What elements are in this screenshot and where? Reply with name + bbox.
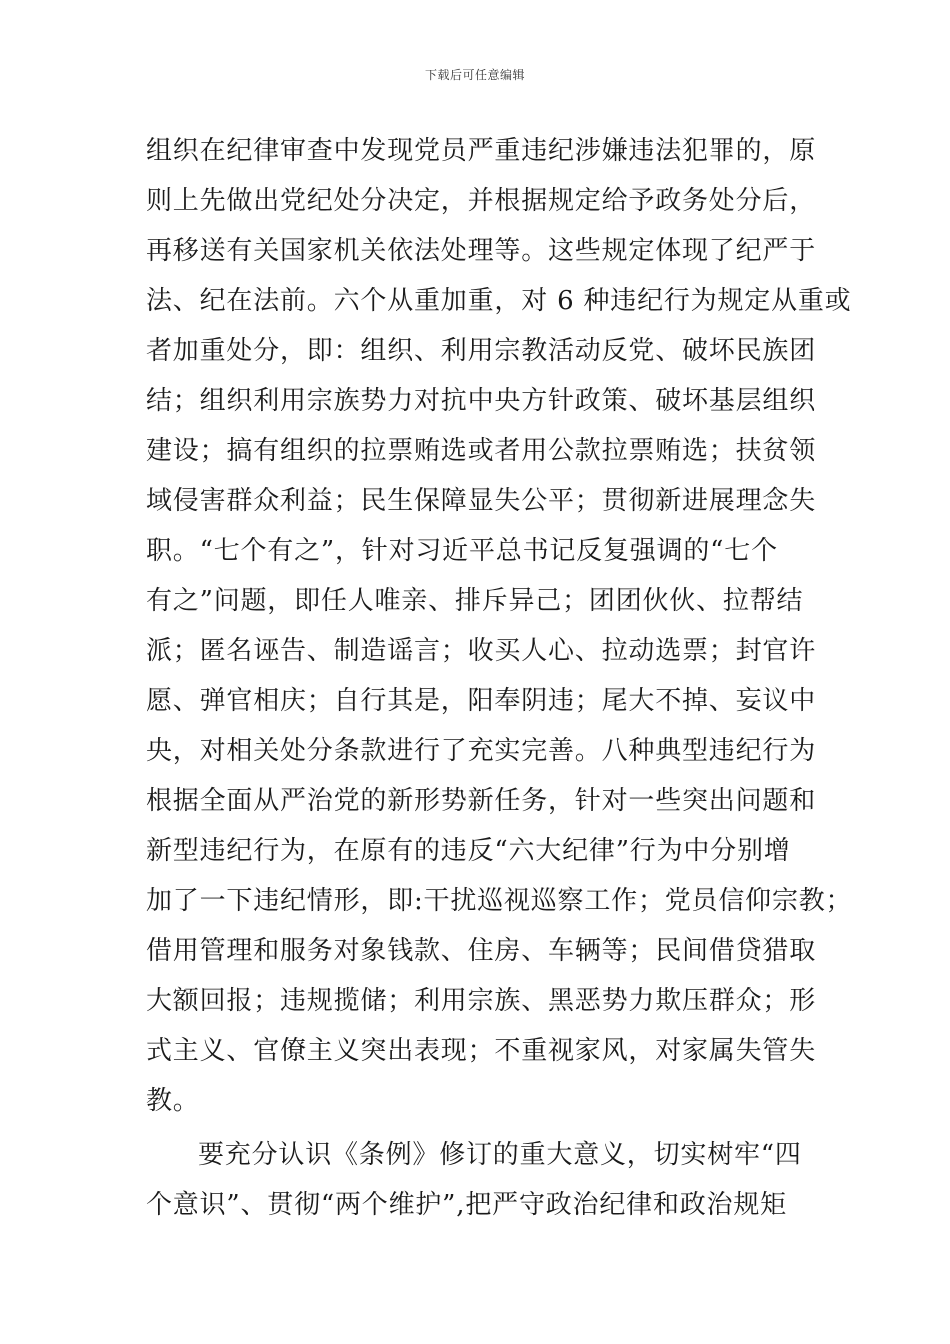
text-line: 者加重处分，即：组织、利用宗教活动反党、破坏民族团 (146, 336, 817, 366)
text-line: 根据全面从严治党的新形势新任务，针对一些突出问题和 (146, 786, 817, 816)
document-body (146, 126, 853, 1230)
text-line: 法、纪在法前。六个从重加重，对 6 种违纪行为规定从重或 (146, 286, 852, 316)
paragraph-1 (146, 126, 853, 1126)
text-line: 职。“七个有之”，针对习近平总书记反复强调的“七个 (146, 536, 778, 566)
text-line: 借用管理和服务对象钱款、住房、车辆等；民间借贷猎取 (146, 936, 817, 966)
text-line: 组织在纪律审查中发现党员严重违纪涉嫌违法犯罪的，原 (146, 136, 817, 166)
text-line: 结；组织利用宗族势力对抗中央方针政策、破坏基层组织 (146, 386, 817, 416)
text-line: 则上先做出党纪处分决定，并根据规定给予政务处分后， (146, 186, 817, 216)
page-header: 下载后可任意编辑 (424, 68, 525, 82)
text-line: 再移送有关国家机关依法处理等。这些规定体现了纪严于 (146, 236, 817, 266)
text-line: 要充分认识《条例》修订的重大意义，切实树牢“四 (198, 1140, 802, 1170)
text-line: 加了一下违纪情形，即:干扰巡视巡察工作；党员信仰宗教； (146, 886, 853, 916)
text-line: 派；匿名诬告、制造谣言；收买人心、拉动选票；封官许 (146, 636, 817, 666)
paragraph-2 (146, 1130, 846, 1230)
text-line: 教。 (146, 1086, 200, 1116)
text-line: 大额回报；违规揽储；利用宗族、黑恶势力欺压群众；形 (146, 986, 817, 1016)
text-line: 式主义、官僚主义突出表现；不重视家风，对家属失管失 (146, 1036, 817, 1066)
text-line: 有之”问题，即任人唯亲、排斥异己；团团伙伙、拉帮结 (146, 586, 804, 616)
text-line: 域侵害群众利益；民生保障显失公平；贯彻新进展理念失 (146, 486, 817, 516)
text-line: 愿、弹官相庆；自行其是，阳奉阴违；尾大不掉、妄议中 (146, 686, 817, 716)
text-line: 建设；搞有组织的拉票贿选或者用公款拉票贿选；扶贫领 (146, 436, 817, 466)
text-line: 个意识”、贯彻“两个维护”,把严守政治纪律和政治规矩 (146, 1190, 787, 1220)
text-line: 央，对相关处分条款进行了充实完善。八种典型违纪行为 (146, 736, 817, 766)
text-line: 新型违纪行为，在原有的违反“六大纪律”行为中分别增 (146, 836, 791, 866)
